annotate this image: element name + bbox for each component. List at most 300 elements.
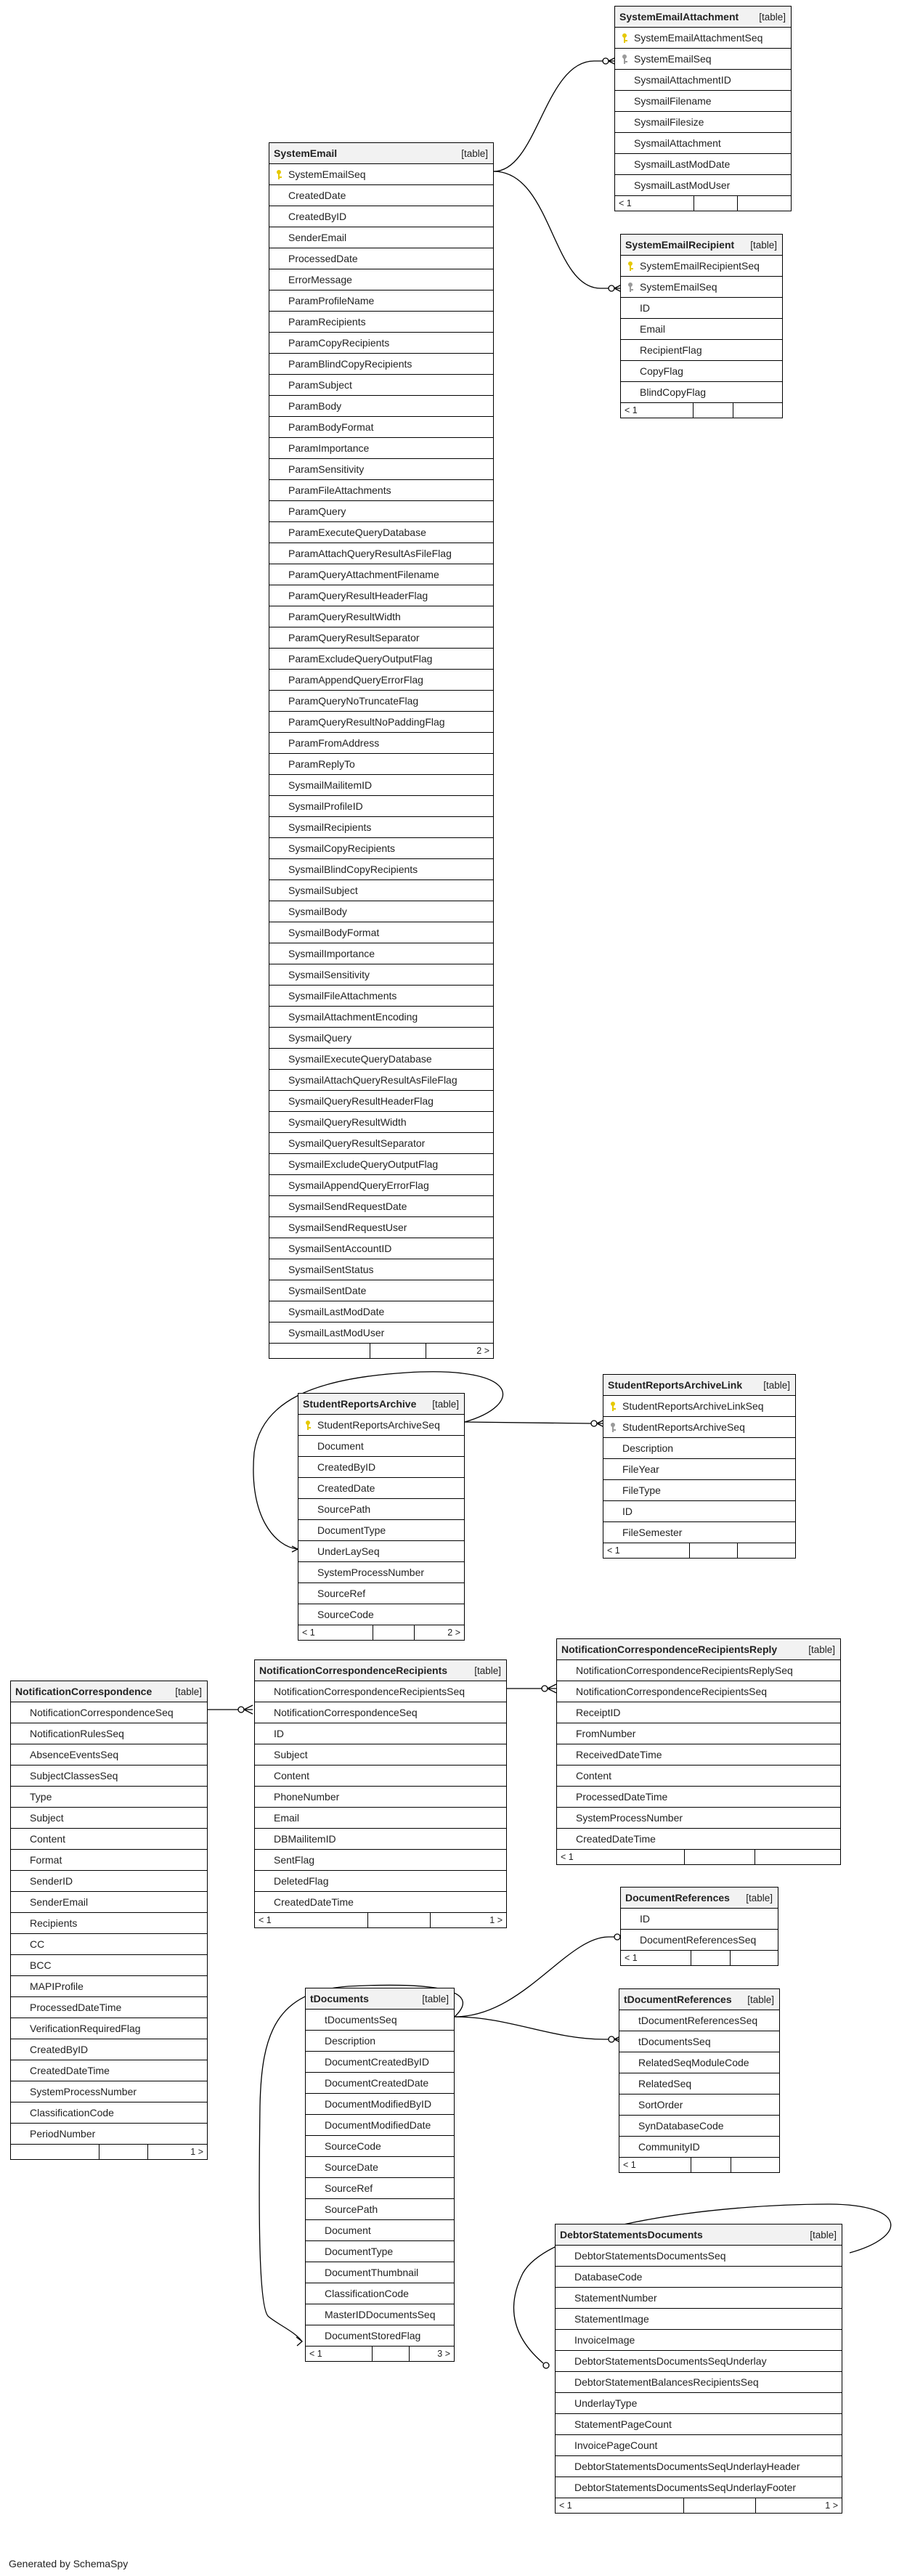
column-row[interactable] <box>269 585 493 606</box>
column-name: DebtorStatementBalancesRecipientsSeq <box>574 2376 759 2388</box>
column-row[interactable] <box>11 1787 207 1808</box>
column-row[interactable] <box>269 1133 493 1154</box>
parents-count[interactable] <box>269 1344 370 1358</box>
table-header[interactable] <box>306 1988 454 2010</box>
column-name: UnderLaySeq <box>317 1545 380 1557</box>
column-row[interactable] <box>269 1196 493 1217</box>
column-row[interactable] <box>269 649 493 670</box>
table-tdocuments[interactable] <box>305 1988 455 2362</box>
table-name[interactable]: NotificationCorrespondence <box>15 1686 152 1697</box>
table-header[interactable] <box>621 1888 778 1909</box>
table-header[interactable] <box>621 235 782 256</box>
parents-count[interactable]: < 1 <box>255 1913 368 1927</box>
column-name: SysmailCopyRecipients <box>288 842 396 854</box>
column-row[interactable] <box>603 1501 795 1522</box>
parents-count[interactable]: < 1 <box>603 1543 690 1558</box>
parents-count[interactable] <box>11 2145 99 2159</box>
table-name[interactable]: DocumentReferences <box>625 1892 730 1903</box>
column-row[interactable] <box>557 1787 840 1808</box>
children-count[interactable]: 2 > <box>476 1346 489 1356</box>
children-count[interactable] <box>731 2158 779 2172</box>
column-name: DebtorStatementsDocumentsSeqUnderlayHeader <box>574 2461 800 2472</box>
column-name: SysmailExcludeQueryOutputFlag <box>288 1158 439 1170</box>
column-row[interactable] <box>11 1934 207 1955</box>
column-row[interactable] <box>269 164 493 185</box>
column-row[interactable] <box>11 1723 207 1744</box>
column-name: MAPIProfile <box>30 1980 84 1992</box>
column-row[interactable] <box>269 1322 493 1344</box>
parents-count[interactable]: < 1 <box>621 1951 691 1965</box>
column-row[interactable] <box>11 1955 207 1976</box>
column-row[interactable] <box>619 2010 779 2031</box>
column-row[interactable] <box>556 2372 842 2393</box>
column-row[interactable] <box>255 1829 506 1850</box>
column-row[interactable] <box>11 2039 207 2060</box>
table-name[interactable]: StudentReportsArchiveLink <box>608 1379 743 1391</box>
column-row[interactable] <box>269 1007 493 1028</box>
column-row[interactable] <box>298 1541 464 1562</box>
footer-spacer <box>370 1344 426 1358</box>
column-row[interactable] <box>306 2115 454 2136</box>
primary-key-icon <box>620 33 629 44</box>
column-row[interactable] <box>621 1930 778 1951</box>
column-row[interactable] <box>615 70 791 91</box>
column-row[interactable] <box>557 1808 840 1829</box>
column-row[interactable] <box>11 1913 207 1934</box>
column-row[interactable] <box>269 691 493 712</box>
column-row[interactable] <box>556 2456 842 2477</box>
column-row[interactable] <box>615 28 791 49</box>
column-name: NotificationCorrespondenceSeq <box>30 1707 174 1718</box>
column-row[interactable] <box>619 2073 779 2094</box>
column-row[interactable] <box>269 1154 493 1175</box>
column-row[interactable] <box>269 986 493 1007</box>
column-name: ParamSubject <box>288 379 352 391</box>
column-row[interactable] <box>306 2304 454 2325</box>
column-row[interactable] <box>255 1850 506 1871</box>
table-name[interactable]: DebtorStatementsDocuments <box>560 2229 703 2240</box>
column-row[interactable] <box>298 1436 464 1457</box>
column-name: CreatedDateTime <box>576 1833 656 1845</box>
column-name: AbsenceEventsSeq <box>30 1749 119 1760</box>
column-row[interactable] <box>269 606 493 627</box>
primary-key-icon <box>609 1401 617 1412</box>
column-row[interactable] <box>255 1787 506 1808</box>
column-row[interactable] <box>621 298 782 319</box>
column-name: CreatedDateTime <box>274 1896 354 1908</box>
column-row[interactable] <box>269 480 493 501</box>
column-row[interactable] <box>269 459 493 480</box>
column-name: SourcePath <box>317 1503 371 1515</box>
column-row[interactable] <box>269 1049 493 1070</box>
column-row[interactable] <box>269 375 493 396</box>
table-header[interactable] <box>619 1989 779 2010</box>
column-name: ParamReplyTo <box>288 758 355 770</box>
children-count[interactable] <box>733 403 782 418</box>
table-tdocument-references[interactable] <box>619 1988 780 2173</box>
link-tdocuments-tdocrefs <box>455 2017 609 2039</box>
column-row[interactable] <box>269 269 493 290</box>
column-row[interactable] <box>621 382 782 403</box>
column-row[interactable] <box>269 670 493 691</box>
column-row[interactable] <box>269 1259 493 1280</box>
table-name[interactable]: NotificationCorrespondenceRecipientsReply <box>561 1643 778 1655</box>
column-name: SourceRef <box>325 2182 373 2194</box>
column-row[interactable] <box>298 1562 464 1583</box>
column-row[interactable] <box>269 964 493 986</box>
column-name: SysmailSentDate <box>288 1285 367 1296</box>
column-name: StudentReportsArchiveSeq <box>317 1419 440 1431</box>
table-name[interactable]: tDocumentReferences <box>624 1994 732 2005</box>
column-name: SynDatabaseCode <box>638 2120 724 2132</box>
parents-count[interactable]: < 1 <box>306 2347 373 2361</box>
column-row[interactable] <box>621 256 782 277</box>
table-notification-correspondence-recipients-reply[interactable] <box>556 1638 841 1865</box>
column-name: Subject <box>30 1812 64 1824</box>
column-name: Description <box>622 1442 674 1454</box>
column-row[interactable] <box>557 1702 840 1723</box>
column-row[interactable] <box>556 2309 842 2330</box>
column-name: ReceiptID <box>576 1707 621 1718</box>
table-name[interactable]: SystemEmailAttachment <box>619 11 739 23</box>
column-row[interactable] <box>269 1070 493 1091</box>
column-row[interactable] <box>269 396 493 417</box>
column-row[interactable] <box>556 2330 842 2351</box>
column-name: Recipients <box>30 1917 78 1929</box>
column-row[interactable] <box>557 1681 840 1702</box>
column-name: SysmailSentAccountID <box>288 1243 392 1254</box>
link-end-recipients <box>238 1707 244 1712</box>
table-systememail[interactable] <box>269 142 494 1359</box>
column-row[interactable] <box>615 112 791 133</box>
column-row[interactable] <box>557 1829 840 1850</box>
column-row[interactable] <box>255 1766 506 1787</box>
column-row[interactable] <box>11 1997 207 2018</box>
column-row[interactable] <box>556 2351 842 2372</box>
generated-by-credit: Generated by SchemaSpy <box>9 2558 129 2569</box>
column-row[interactable] <box>619 2031 779 2052</box>
column-name: SourceDate <box>325 2161 378 2173</box>
column-row[interactable] <box>621 277 782 298</box>
column-row[interactable] <box>556 2393 842 2414</box>
table-name[interactable]: tDocuments <box>310 1993 369 2004</box>
table-name[interactable]: SystemEmail <box>274 147 338 159</box>
column-name: SysmailAttachment <box>634 137 721 149</box>
column-row[interactable] <box>603 1459 795 1480</box>
column-row[interactable] <box>603 1438 795 1459</box>
column-row[interactable] <box>269 543 493 564</box>
column-name: SysmailSentStatus <box>288 1264 374 1275</box>
column-name: SysmailSensitivity <box>288 969 370 980</box>
column-row[interactable] <box>269 417 493 438</box>
column-row[interactable] <box>298 1478 464 1499</box>
column-row[interactable] <box>619 2137 779 2158</box>
table-name[interactable]: SystemEmailRecipient <box>625 239 735 251</box>
column-row[interactable] <box>269 1280 493 1301</box>
table-debtor-statements-documents[interactable] <box>555 2224 842 2514</box>
column-row[interactable] <box>306 2094 454 2115</box>
column-row[interactable] <box>298 1499 464 1520</box>
footer-spacer <box>690 1543 738 1558</box>
column-row[interactable] <box>269 206 493 227</box>
link-end-docrefs <box>614 1934 620 1940</box>
column-row[interactable] <box>269 290 493 312</box>
parents-count[interactable]: < 1 <box>557 1850 685 1864</box>
column-name: SystemEmailSeq <box>288 168 366 180</box>
table-name[interactable]: NotificationCorrespondenceRecipients <box>259 1665 448 1676</box>
column-row[interactable] <box>556 2267 842 2288</box>
column-row[interactable] <box>269 1091 493 1112</box>
column-name: tDocumentReferencesSeq <box>638 2015 758 2026</box>
table-studentreports-archivelink[interactable] <box>603 1374 796 1559</box>
column-name: Email <box>274 1812 300 1824</box>
parents-count[interactable]: < 1 <box>621 403 694 418</box>
table-studentreports-archive[interactable] <box>298 1393 465 1641</box>
column-row[interactable] <box>269 838 493 859</box>
column-name: SenderID <box>30 1875 73 1887</box>
column-row[interactable] <box>556 2288 842 2309</box>
column-name: ParamExcludeQueryOutputFlag <box>288 653 433 665</box>
column-name: DocumentCreatedByID <box>325 2056 429 2068</box>
column-row[interactable] <box>619 2094 779 2116</box>
children-count[interactable] <box>731 1951 778 1965</box>
children-count[interactable]: 2 > <box>447 1628 460 1638</box>
column-row[interactable] <box>621 319 782 340</box>
column-row[interactable] <box>269 501 493 522</box>
column-row[interactable] <box>621 361 782 382</box>
column-row[interactable] <box>269 333 493 354</box>
children-count[interactable] <box>738 1543 795 1558</box>
parents-count[interactable]: < 1 <box>298 1625 373 1640</box>
column-row[interactable] <box>255 1808 506 1829</box>
column-row[interactable] <box>306 2325 454 2347</box>
column-row[interactable] <box>306 2073 454 2094</box>
column-row[interactable] <box>255 1892 506 1913</box>
column-name: ID <box>274 1728 284 1739</box>
column-name: NotificationCorrespondenceSeq <box>274 1707 418 1718</box>
children-count[interactable] <box>755 1850 840 1864</box>
link-end-tdocrefs <box>609 2036 614 2042</box>
column-row[interactable] <box>603 1480 795 1501</box>
table-notification-correspondence-recipients[interactable] <box>254 1659 507 1928</box>
column-name: ParamBody <box>288 400 342 412</box>
column-name: CreatedDate <box>317 1482 375 1494</box>
column-row[interactable] <box>269 1301 493 1322</box>
table-header[interactable] <box>255 1660 506 1681</box>
column-row[interactable] <box>11 1976 207 1997</box>
column-row[interactable] <box>269 754 493 775</box>
column-name: ID <box>640 1913 650 1925</box>
column-row[interactable] <box>269 438 493 459</box>
column-row[interactable] <box>269 796 493 817</box>
column-row[interactable] <box>306 2178 454 2199</box>
column-row[interactable] <box>298 1583 464 1604</box>
table-footer <box>615 196 791 211</box>
column-name: SubjectClassesSeq <box>30 1770 118 1781</box>
column-row[interactable] <box>306 2241 454 2262</box>
column-row[interactable] <box>298 1604 464 1625</box>
column-name: CopyFlag <box>640 365 683 377</box>
column-row[interactable] <box>11 1808 207 1829</box>
column-row[interactable] <box>269 775 493 796</box>
column-row[interactable] <box>269 1112 493 1133</box>
children-count[interactable]: 1 > <box>190 2147 203 2157</box>
column-name: SysmailQueryResultHeaderFlag <box>288 1095 434 1107</box>
column-row[interactable] <box>269 627 493 649</box>
column-row[interactable] <box>11 1892 207 1913</box>
column-row[interactable] <box>557 1723 840 1744</box>
table-header[interactable] <box>615 7 791 28</box>
column-row[interactable] <box>306 2157 454 2178</box>
column-name: CreatedDate <box>288 190 346 201</box>
column-row[interactable] <box>269 1028 493 1049</box>
column-row[interactable] <box>615 91 791 112</box>
column-row[interactable] <box>619 2116 779 2137</box>
column-row[interactable] <box>298 1520 464 1541</box>
column-row[interactable] <box>306 2262 454 2283</box>
column-row[interactable] <box>269 859 493 880</box>
column-row[interactable] <box>619 2052 779 2073</box>
column-row[interactable] <box>269 922 493 943</box>
column-row[interactable] <box>306 2052 454 2073</box>
column-row[interactable] <box>11 2124 207 2145</box>
column-row[interactable] <box>11 2102 207 2124</box>
column-row[interactable] <box>11 1702 207 1723</box>
column-row[interactable] <box>306 2136 454 2157</box>
children-count[interactable]: 1 > <box>825 2500 838 2511</box>
column-row[interactable] <box>615 133 791 154</box>
column-row[interactable] <box>306 2283 454 2304</box>
column-name: FileYear <box>622 1463 659 1475</box>
table-systememail-attachment[interactable] <box>614 6 792 211</box>
column-row[interactable] <box>557 1744 840 1766</box>
column-name: SystemProcessNumber <box>317 1567 425 1578</box>
table-footer <box>269 1344 493 1358</box>
column-row[interactable] <box>615 49 791 70</box>
column-row[interactable] <box>556 2477 842 2498</box>
column-row[interactable] <box>269 185 493 206</box>
column-name: ParamRecipients <box>288 316 366 328</box>
column-row[interactable] <box>269 733 493 754</box>
parents-count[interactable]: < 1 <box>615 196 694 211</box>
table-type-label: [table] <box>750 239 777 251</box>
column-row[interactable] <box>603 1396 795 1417</box>
column-row[interactable] <box>269 1238 493 1259</box>
column-row[interactable] <box>557 1766 840 1787</box>
column-row[interactable] <box>298 1415 464 1436</box>
link-systememail-attachment <box>494 61 603 171</box>
table-type-label: [table] <box>461 147 488 159</box>
column-row[interactable] <box>269 522 493 543</box>
column-name: ParamBodyFormat <box>288 421 374 433</box>
column-row[interactable] <box>306 2220 454 2241</box>
column-row[interactable] <box>298 1457 464 1478</box>
column-row[interactable] <box>269 564 493 585</box>
table-header[interactable] <box>557 1639 840 1660</box>
column-name: CommunityID <box>638 2141 700 2153</box>
children-count[interactable] <box>738 196 791 211</box>
column-row[interactable] <box>255 1723 506 1744</box>
column-name: ErrorMessage <box>288 274 352 285</box>
footer-spacer <box>684 2498 756 2513</box>
column-row[interactable] <box>269 248 493 269</box>
column-row[interactable] <box>306 2010 454 2031</box>
column-name: DocumentType <box>317 1524 386 1536</box>
column-row[interactable] <box>269 312 493 333</box>
column-name: ID <box>640 302 650 314</box>
column-row[interactable] <box>255 1744 506 1766</box>
column-row[interactable] <box>306 2031 454 2052</box>
parents-count[interactable]: < 1 <box>619 2158 691 2172</box>
column-row[interactable] <box>269 1175 493 1196</box>
column-row[interactable] <box>615 154 791 175</box>
column-row[interactable] <box>269 227 493 248</box>
column-row[interactable] <box>255 1702 506 1723</box>
column-row[interactable] <box>11 1850 207 1871</box>
column-row[interactable] <box>11 1871 207 1892</box>
column-row[interactable] <box>556 2435 842 2456</box>
column-row[interactable] <box>557 1660 840 1681</box>
table-header[interactable] <box>269 143 493 164</box>
column-row[interactable] <box>269 1217 493 1238</box>
column-name: Content <box>30 1833 66 1845</box>
column-row[interactable] <box>269 901 493 922</box>
table-header[interactable] <box>556 2224 842 2246</box>
column-name: SystemEmailRecipientSeq <box>640 260 760 272</box>
column-row[interactable] <box>255 1681 506 1702</box>
column-row[interactable] <box>556 2246 842 2267</box>
column-row[interactable] <box>269 943 493 964</box>
column-row[interactable] <box>11 2018 207 2039</box>
column-row[interactable] <box>621 1909 778 1930</box>
column-row[interactable] <box>621 340 782 361</box>
column-row[interactable] <box>556 2414 842 2435</box>
column-row[interactable] <box>306 2199 454 2220</box>
column-row[interactable] <box>11 1744 207 1766</box>
column-name: ParamBlindCopyRecipients <box>288 358 412 370</box>
table-document-references[interactable] <box>620 1887 778 1966</box>
table-header[interactable] <box>603 1375 795 1396</box>
column-row[interactable] <box>269 712 493 733</box>
primary-key-icon <box>274 169 283 180</box>
column-row[interactable] <box>11 2060 207 2081</box>
table-systememail-recipient[interactable] <box>620 234 783 418</box>
children-count[interactable]: 1 > <box>489 1915 503 1925</box>
table-header[interactable] <box>298 1394 464 1415</box>
column-name: tDocumentsSeq <box>325 2014 397 2026</box>
table-name[interactable]: StudentReportsArchive <box>303 1398 417 1410</box>
column-row[interactable] <box>11 1766 207 1787</box>
column-row[interactable] <box>11 2081 207 2102</box>
table-notification-correspondence[interactable] <box>10 1681 208 2160</box>
column-name: FileSemester <box>622 1527 683 1538</box>
column-row[interactable] <box>603 1417 795 1438</box>
link-archive-archivelink <box>465 1422 591 1423</box>
parents-count[interactable]: < 1 <box>556 2498 684 2513</box>
column-row[interactable] <box>615 175 791 196</box>
column-row[interactable] <box>269 880 493 901</box>
column-name: ParamQueryResultHeaderFlag <box>288 590 428 601</box>
column-row[interactable] <box>603 1522 795 1543</box>
table-header[interactable] <box>11 1681 207 1702</box>
table-type-label: [table] <box>746 1892 773 1903</box>
column-row[interactable] <box>269 817 493 838</box>
column-row[interactable] <box>269 354 493 375</box>
column-name: ParamQueryNoTruncateFlag <box>288 695 419 707</box>
children-count[interactable]: 3 > <box>437 2349 450 2359</box>
column-row[interactable] <box>11 1829 207 1850</box>
column-row[interactable] <box>255 1871 506 1892</box>
